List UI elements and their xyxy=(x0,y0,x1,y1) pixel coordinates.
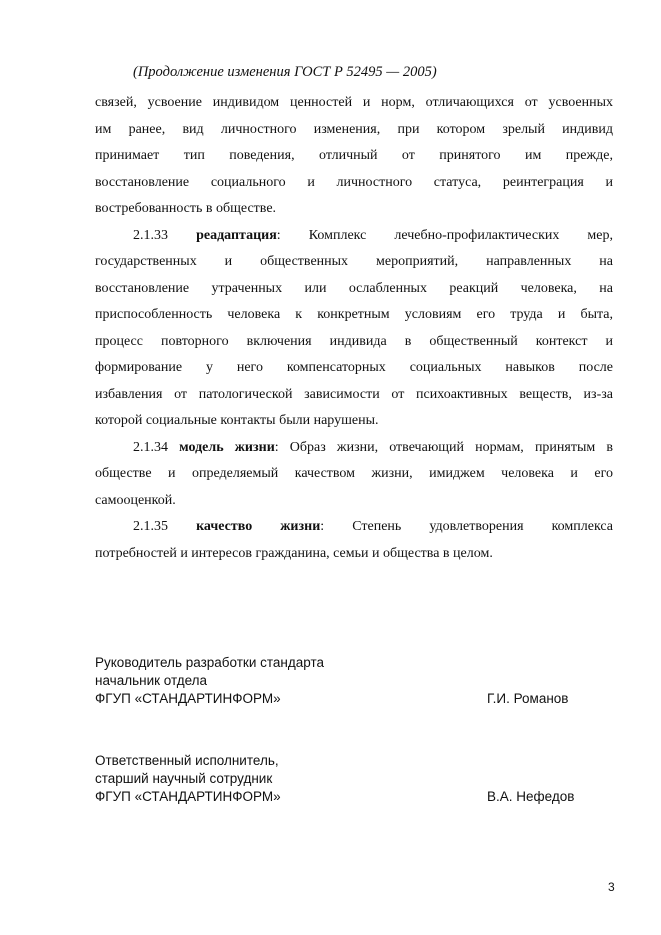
text-line: формирование у него компенсаторных социальных навыков после xyxy=(95,360,613,375)
signature-line: Руководитель разработки стандарта xyxy=(95,655,324,670)
text-line: приспособленность человека к конкретным условиям его труда и быта, xyxy=(95,307,613,322)
definition-start: : Образ жизни, отвечающий нормам, принятым в xyxy=(274,439,613,455)
signature-line: начальник отдела xyxy=(95,673,208,688)
signature-line: ФГУП «СТАНДАРТИНФОРМ» xyxy=(95,691,281,706)
page-number: 3 xyxy=(608,880,615,894)
signature-line: старший научный сотрудник xyxy=(95,771,273,786)
term: качество жизни xyxy=(196,519,321,534)
paragraph-2-1-33 xyxy=(95,223,613,435)
signature-line: ФГУП «СТАНДАРТИНФОРМ» xyxy=(95,789,281,804)
definition-start: : Степень удовлетворения комплекса xyxy=(320,519,614,534)
text-line: самооценкой. xyxy=(95,492,176,508)
paragraph-continuation xyxy=(95,90,613,223)
term: модель жизни xyxy=(179,439,275,455)
continuation-header: (Продолжение изменения ГОСТ Р 52495 — 2005) xyxy=(133,64,437,80)
text-line: связей, усвоение индивидом ценностей и норм, отличающихся от усвоенных xyxy=(95,95,613,110)
text-line: принимает тип поведения, отличный от принятого им прежде, xyxy=(95,148,613,163)
signature-block-2 xyxy=(95,752,585,806)
text-line: процесс повторного включения индивида в общественный контекст и xyxy=(95,333,613,349)
text-line xyxy=(95,223,613,250)
text-line: восстановление утраченных или ослабленных реакций человека, на xyxy=(95,280,613,296)
text-line: обществе и определяемый качеством жизни, имиджем человека и его xyxy=(95,466,613,481)
signature-block-1 xyxy=(95,654,585,708)
text-line: восстановление социального и личностного статуса, реинтеграция и xyxy=(95,174,613,190)
text-line xyxy=(95,514,613,541)
signatory-name: Г.И. Романов xyxy=(487,691,569,706)
document-body xyxy=(95,90,613,567)
paragraph-2-1-35 xyxy=(95,514,613,567)
text-line: избавления от патологической зависимости от психоактивных веществ, из-за xyxy=(95,386,613,402)
clause-number: 2.1.33 xyxy=(133,227,168,243)
signature-line: Ответственный исполнитель, xyxy=(95,753,279,768)
clause-number: 2.1.35 xyxy=(133,519,168,534)
text-line: им ранее, вид личностного изменения, при котором зрелый индивид xyxy=(95,121,613,137)
text-line xyxy=(95,435,613,462)
text-line: потребностей и интересов гражданина, семьи и общества в целом. xyxy=(95,545,493,561)
text-line: государственных и общественных мероприятий, направленных на xyxy=(95,254,613,269)
term: реадаптация xyxy=(196,227,277,243)
signatory-name: В.А. Нефедов xyxy=(487,789,575,804)
text-line: которой социальные контакты были нарушены. xyxy=(95,413,379,428)
definition-start: : Комплекс лечебно-профилактических мер, xyxy=(276,227,613,243)
clause-number: 2.1.34 xyxy=(133,439,168,455)
paragraph-2-1-34 xyxy=(95,435,613,515)
text-line: востребованность в обществе. xyxy=(95,201,277,216)
